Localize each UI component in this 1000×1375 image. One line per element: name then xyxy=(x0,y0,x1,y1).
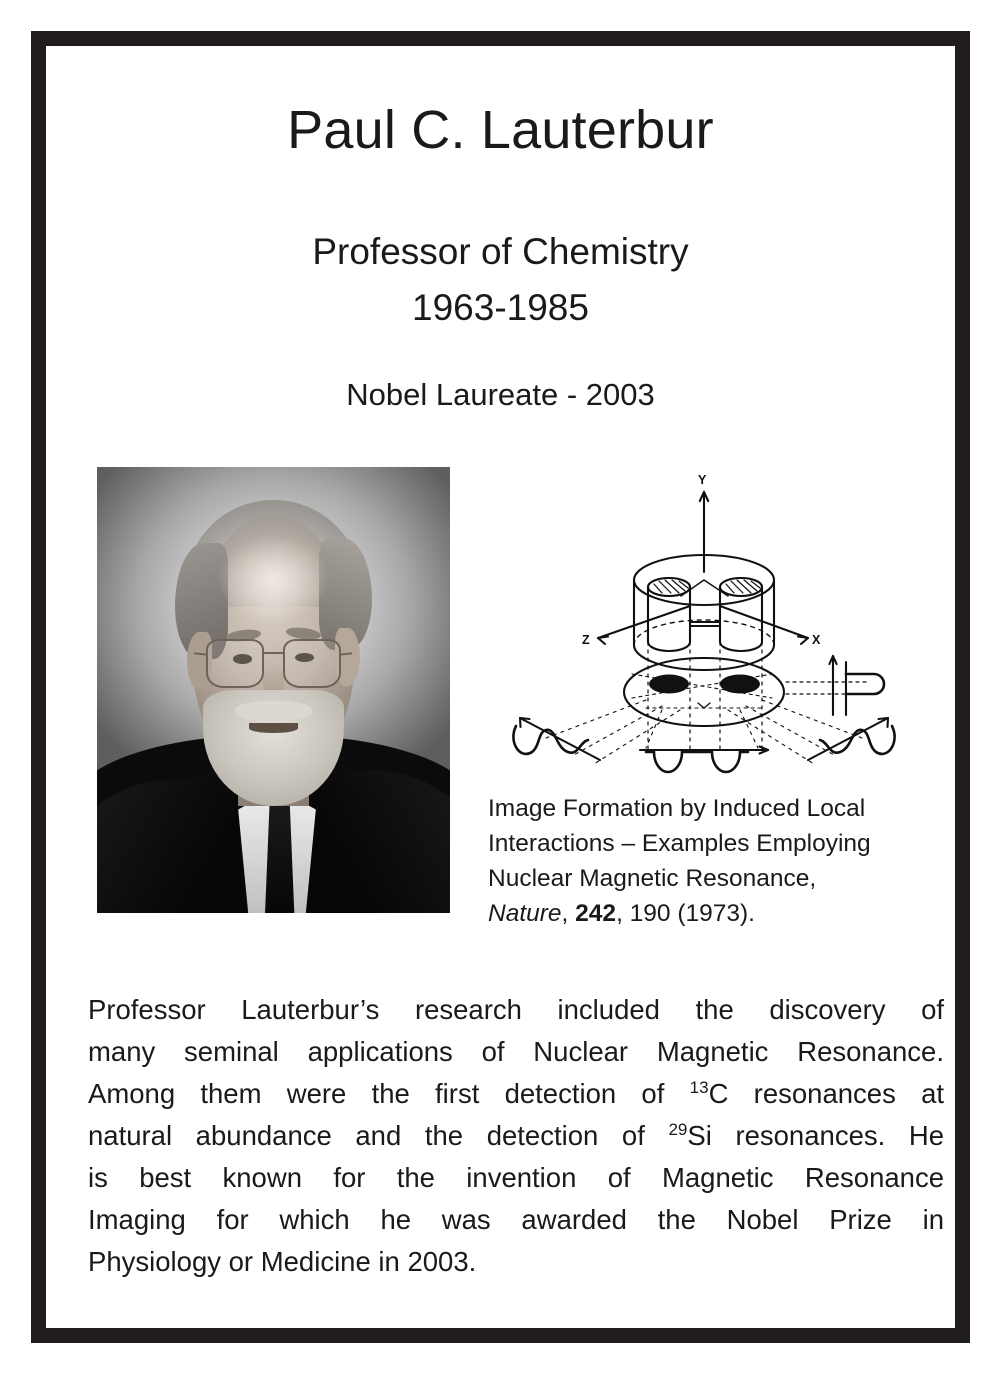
glasses-bridge xyxy=(264,652,283,654)
projection-left-curve xyxy=(513,726,588,754)
citation-line-4 xyxy=(488,896,946,931)
role-line-position: Professor of Chemistry xyxy=(312,231,689,272)
portrait-backdrop xyxy=(97,467,450,913)
role-line-years: 1963-1985 xyxy=(412,287,589,329)
axis-z-arrow xyxy=(598,637,608,645)
citation-line-1: Image Formation by Induced Local xyxy=(488,795,866,822)
nmr-figure-svg xyxy=(476,460,896,785)
biography-line: Physiology or Medicine in 2003. xyxy=(88,1246,477,1278)
citation-line-2: Interactions – Examples Employing xyxy=(488,830,871,858)
projection-fan-rays xyxy=(546,700,862,764)
isotope-superscript: 29 xyxy=(668,1120,688,1140)
biography-line xyxy=(88,1115,944,1157)
biography-line: Professor Lauterbur’s research included the discovery of xyxy=(88,994,944,1025)
tube-right-bottom xyxy=(720,642,762,651)
cylinder-bottom-arc-hidden xyxy=(634,620,774,645)
role-block xyxy=(46,224,955,336)
poster-content xyxy=(46,46,955,1328)
citation-journal: Nature xyxy=(488,900,562,928)
citation-line-3: Nuclear Magnetic Resonance, xyxy=(488,865,817,893)
tube-right-top xyxy=(720,578,762,596)
imaged-spot-right xyxy=(720,675,760,694)
forehead-highlight xyxy=(217,534,330,623)
portrait-photo xyxy=(97,467,450,913)
in-plane-arrow xyxy=(698,703,710,708)
nobel-laureate-line: Nobel Laureate - 2003 xyxy=(346,377,655,412)
biography-line xyxy=(88,1073,944,1115)
projection-right-peak xyxy=(846,674,884,694)
biography-text: Among them were the first detection of xyxy=(88,1078,690,1110)
axis-label-y: Y xyxy=(698,473,707,487)
necktie xyxy=(265,806,295,913)
citation-sep: , xyxy=(561,900,576,928)
figure-citation xyxy=(488,791,946,931)
axis-label-x: X xyxy=(812,633,821,647)
isotope-superscript: 13 xyxy=(689,1077,709,1097)
biography-line: Imaging for which he was awarded the Nobel Prize in xyxy=(88,1204,944,1236)
citation-volume: 242 xyxy=(575,900,617,928)
tube-right-hatching xyxy=(726,580,760,593)
axis-label-z: Z xyxy=(582,633,590,647)
page-title: Paul C. Lauterbur xyxy=(287,100,714,160)
tube-left-hatching xyxy=(654,580,688,593)
shoulder-left xyxy=(97,779,259,913)
projection-bottom xyxy=(640,747,768,773)
imaged-spot-left xyxy=(649,675,689,694)
citation-tail: , 190 (1973). xyxy=(616,900,755,928)
moustache xyxy=(235,701,313,721)
biography-line: many seminal applications of Nuclear Magnetic Resonance. xyxy=(88,1036,944,1068)
biography-text: C resonances at xyxy=(708,1078,945,1110)
biography-line: is best known for the invention of Magnetic Resonance xyxy=(88,1162,944,1194)
projection-right2-curve xyxy=(820,726,895,754)
projection-left xyxy=(513,718,600,760)
projection-right xyxy=(786,656,884,715)
biography-text: natural abundance and the detection of xyxy=(88,1120,669,1152)
axis-z-line xyxy=(598,606,690,638)
axis-x-arrow xyxy=(798,637,808,645)
nmr-projection-figure xyxy=(476,460,896,785)
projection-bottom-curve xyxy=(646,752,748,772)
poster-frame xyxy=(31,31,970,1343)
tube-left-bottom xyxy=(648,642,690,651)
biography-text: Si resonances. He xyxy=(687,1120,945,1152)
glasses-lens-right xyxy=(283,639,341,688)
glasses-lens-left xyxy=(206,639,264,688)
biography-paragraph xyxy=(88,989,944,1283)
projection-right-angled xyxy=(808,718,895,760)
